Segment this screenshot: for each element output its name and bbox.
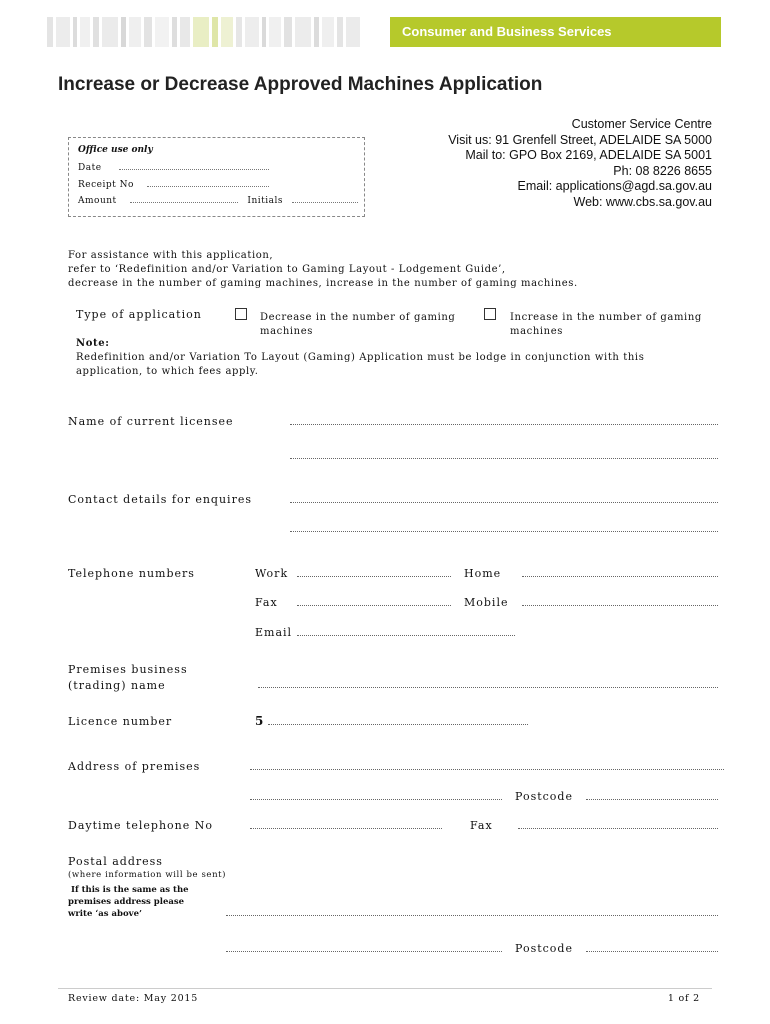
mobile-field[interactable] <box>522 605 718 606</box>
increase-checkbox[interactable] <box>484 308 496 320</box>
postal-address-field-2[interactable] <box>226 951 502 952</box>
contact-details-field-1[interactable] <box>290 502 718 503</box>
office-amount-field[interactable] <box>130 202 238 203</box>
address-field-2[interactable] <box>250 799 502 800</box>
postal-note-line-2: premises address please <box>68 897 185 907</box>
decrease-checkbox[interactable] <box>235 308 247 320</box>
contact-details-label: Contact details for enquires <box>68 493 252 506</box>
assistance-line-3: decrease in the number of gaming machines, increase in the number of gaming machines. <box>68 278 578 289</box>
office-date-row <box>78 163 269 173</box>
contact-details-field-2[interactable] <box>290 531 718 532</box>
work-label: Work <box>255 567 289 580</box>
daytime-phone-field[interactable] <box>250 828 442 829</box>
decrease-option-line-1: Decrease in the number of gaming <box>260 312 456 323</box>
premises-name-field[interactable] <box>258 687 718 688</box>
decrease-option-line-2: machines <box>260 326 313 337</box>
agency-banner <box>390 17 721 47</box>
note-line-1: Redefinition and/or Variation To Layout (Gaming) Application must be lodge in conjunction with this <box>76 352 645 363</box>
application-type-label: Type of application <box>76 308 202 321</box>
page-number: 1 of 2 <box>667 993 700 1004</box>
fax2-field[interactable] <box>518 828 718 829</box>
address-label: Address of premises <box>68 760 201 773</box>
decrease-option <box>260 311 455 339</box>
contact-web: Web: www.cbs.sa.gov.au <box>573 194 712 209</box>
note-block <box>76 337 644 379</box>
licensee-field-1[interactable] <box>290 424 718 425</box>
office-receipt-field[interactable] <box>147 186 269 187</box>
licence-prefix: 5 <box>255 714 264 728</box>
note-line-2: application, to which fees apply. <box>76 366 259 377</box>
office-date-label: Date <box>78 163 102 173</box>
postcode-label: Postcode <box>515 790 573 803</box>
home-label: Home <box>464 567 502 580</box>
postcode2-field[interactable] <box>586 951 718 952</box>
email-field[interactable] <box>297 635 515 636</box>
home-field[interactable] <box>522 576 718 577</box>
contact-visit: Visit us: 91 Grenfell Street, ADELAIDE SA 5000 <box>448 132 712 147</box>
office-initials-field[interactable] <box>292 202 358 203</box>
contact-block <box>448 117 712 210</box>
header-stripes <box>47 17 387 47</box>
office-initials-label: Initials <box>247 196 284 206</box>
increase-option-line-2: machines <box>510 326 563 337</box>
postal-address-field-1[interactable] <box>226 915 718 916</box>
licensee-label: Name of current licensee <box>68 415 234 428</box>
assistance-text <box>68 249 578 291</box>
mobile-label: Mobile <box>464 596 509 609</box>
telephone-label: Telephone numbers <box>68 567 195 580</box>
premises-name-label <box>68 662 188 694</box>
office-use-box <box>68 137 365 217</box>
postal-note-line-1: If this is the same as the <box>71 885 189 895</box>
postal-address-sub: (where information will be sent) <box>68 870 227 880</box>
email-label: Email <box>255 626 293 639</box>
postal-note-line-3: write ‘as above’ <box>68 909 142 919</box>
office-receipt-label: Receipt No <box>78 180 134 190</box>
banner-text: Consumer and Business Services <box>402 24 612 39</box>
daytime-phone-label: Daytime telephone No <box>68 819 214 832</box>
note-title: Note: <box>76 338 110 349</box>
fax2-label: Fax <box>470 819 493 832</box>
postcode-field[interactable] <box>586 799 718 800</box>
contact-centre: Customer Service Centre <box>571 117 712 131</box>
assistance-line-1: For assistance with this application, <box>68 250 274 261</box>
premises-name-line-1: Premises business <box>68 663 188 676</box>
office-date-field[interactable] <box>119 169 269 170</box>
contact-email: Email: applications@agd.sa.gov.au <box>517 179 712 193</box>
page-title: Increase or Decrease Approved Machines Application <box>58 74 543 95</box>
footer-divider <box>58 988 712 989</box>
postal-address-label: Postal address <box>68 855 163 868</box>
review-date: Review date: May 2015 <box>68 993 199 1004</box>
licence-number-label: Licence number <box>68 715 173 728</box>
licence-number-field[interactable] <box>268 724 528 725</box>
contact-mail: Mail to: GPO Box 2169, ADELAIDE SA 5001 <box>465 148 712 162</box>
assistance-line-2: refer to ‘Redefinition and/or Variation to Gaming Layout - Lodgement Guide’, <box>68 264 506 275</box>
licensee-field-2[interactable] <box>290 458 718 459</box>
fax-label: Fax <box>255 596 278 609</box>
office-use-title: Office use only <box>78 145 153 155</box>
increase-option-line-1: Increase in the number of gaming <box>510 312 702 323</box>
address-field-1[interactable] <box>250 769 724 770</box>
postal-note <box>68 884 189 920</box>
premises-name-line-2: (trading) name <box>68 679 166 692</box>
postcode2-label: Postcode <box>515 942 573 955</box>
contact-phone: Ph: 08 8226 8655 <box>613 163 712 178</box>
office-amount-row <box>78 196 358 206</box>
increase-option <box>510 311 702 339</box>
office-receipt-row <box>78 180 269 190</box>
work-field[interactable] <box>297 576 451 577</box>
fax-field[interactable] <box>297 605 451 606</box>
office-amount-label: Amount <box>78 196 117 206</box>
